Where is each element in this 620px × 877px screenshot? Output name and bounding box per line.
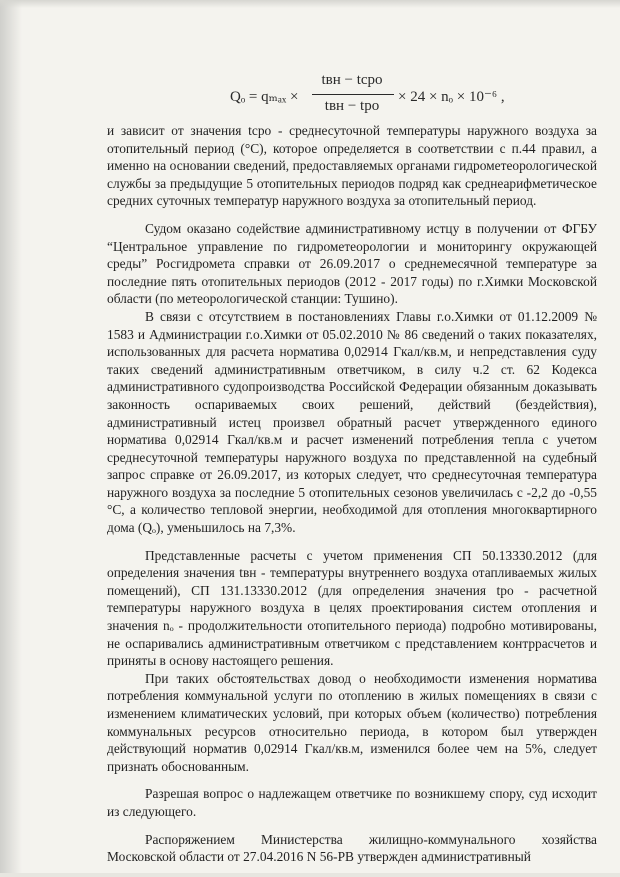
paragraph-7: Распоряжением Министерства жилищно-коммунального хозяйства Московской области от 27.04.2016 N 56-РВ утвержден административный (107, 831, 597, 865)
paragraph-3: В связи с отсутствием в постановлениях Главы г.о.Химки от 01.12.2009 № 1583 и Администрации г.о.Химки от 05.02.2010 № 86 сведений о таких показателях, использованных для расчета норматива 0,02914 Гкал/кв.м, и непредставления суду таких сведений административным ответчиком, в силу ч.2 ст. 62 Кодекса административного судопроизводства Российской Федерации обязанным доказывать законность оспариваемых своих решений, действий (бездействия), административный истец произвел обратный расчет утвержденного единого норматива 0,02914 Гкал/кв.м и расчет изменений потребления тепла с учетом среднесуточной температуры наружного воздуха по представленной на судебный запрос справке от 26.09.2017, из которых следует, что среднесуточная температура наружного воздуха за последние 5 отопительных сезонов увеличилась с -2,2 до -0,55 °C, а количество тепловой энергии, необходимой для отопления многоквартирного дома (Qₒ), уменьшилось на 7,3%. (107, 308, 597, 536)
formula-lhs: Qₒ = qₘₐₓ × (230, 89, 299, 105)
paragraph-4: Представленные расчеты с учетом применения СП 50.13330.2012 (для определения значения tвн - температуры внутреннего воздуха отапливаемых жилых помещений), СП 131.13330.2012 (для определения значения tро - расчетной температуры наружного воздуха в целях проектирования систем отопления и значения nₒ - продолжительности отопительного периода) подробно мотивированы, не оспаривались административным ответчиком с представлением контррасчетов и приняты в основу настоящего решения. (107, 547, 597, 669)
page-shadow-left (0, 0, 22, 877)
formula-denominator: tвн − tро (324, 98, 380, 114)
paragraph-6: Разрешая вопрос о надлежащем ответчике по возникшему спору, суд исходит из следующего. (107, 786, 597, 819)
page-bottom-edge (0, 873, 620, 877)
formula-fraction-bar (312, 94, 394, 95)
document-body (107, 122, 597, 866)
paragraph-2: Судом оказано содействие административному истцу в получении от ФГБУ “Центральное управление по гидрометеорологии и мониторингу окружающей среды” Росгидромета справки от 26.09.2017 о среднемесячной температуре за последние пять отопительных периодов (2012 - 2017 годы) по г.Химки Московской области (по метеорологической станции: Тушино). (107, 220, 597, 307)
formula-rhs: × 24 × nₒ × 10⁻⁶ , (398, 89, 505, 105)
formula-numerator: tвн − tсро (321, 72, 383, 88)
page-shadow-top (0, 0, 620, 8)
heat-formula (230, 72, 505, 124)
paragraph-5: При таких обстоятельствах довод о необходимости изменения норматива потребления коммунальной услуги по отоплению в жилых помещениях в связи с изменением климатических условий, при которых объем (количество) потребления коммунальных ресурсов относительно периода, в котором был утвержден действующий норматив 0,02914 Гкал/кв.м, изменился более чем на 5%, следует признать обоснованным. (107, 670, 597, 774)
paragraph-1: и зависит от значения tсро - среднесуточной температуры наружного воздуха за отопительный период (°C), которое определяется в соответствии с п.44 правил, а именно на основании сведений, предоставляемых органами гидрометеорологической службы за предыдущие 5 отопительных периодов подряд как среднеарифметическое средних суточных температур наружного воздуха за отопительный период. (107, 123, 597, 209)
